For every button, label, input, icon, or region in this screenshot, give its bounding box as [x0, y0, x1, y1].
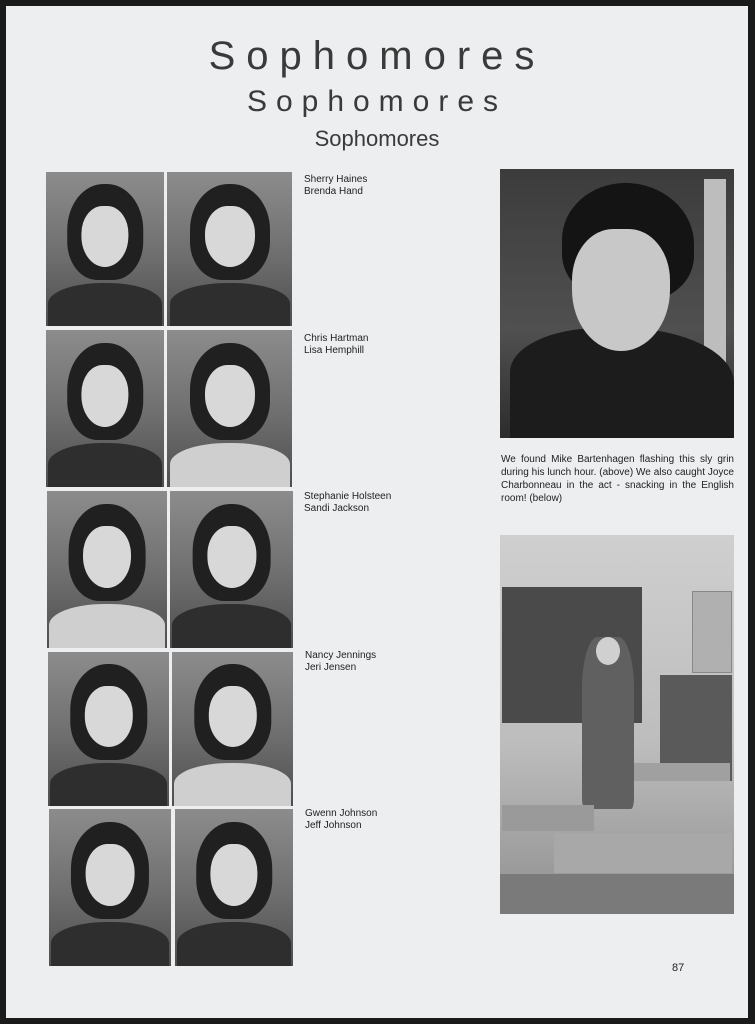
portrait-photo	[175, 809, 293, 966]
page-number: 87	[672, 962, 685, 974]
portrait-photo	[49, 809, 171, 966]
portrait-photo	[48, 652, 169, 806]
student-name: Sandi Jackson	[304, 503, 370, 514]
portrait-names-row-5	[305, 808, 377, 832]
page-title-medium: Sophomores	[246, 85, 508, 118]
student-name: Nancy Jennings	[305, 650, 377, 661]
student-name: Brenda Hand	[304, 186, 363, 197]
student-name: Sherry Haines	[304, 174, 368, 185]
portrait-names-row-2	[304, 333, 368, 357]
student-name: Stephanie Holsteen	[304, 491, 392, 502]
photo-caption: We found Mike Bartenhagen flashing this sly grin during his lunch hour. (above) We also caught Joyce Charbonneau in the act - snacking in the English room! (below)	[501, 454, 734, 504]
student-name: Gwenn Johnson	[305, 808, 378, 819]
yearbook-page	[6, 6, 748, 1018]
student-name: Chris Hartman	[304, 333, 369, 344]
page-title-large: Sophomores	[208, 34, 546, 78]
student-name: Lisa Hemphill	[304, 345, 365, 356]
portrait-photo	[167, 330, 292, 487]
portrait-names-row-3	[304, 491, 391, 515]
portrait-photo	[47, 491, 167, 648]
portrait-photo	[172, 652, 293, 806]
candid-photo-classroom	[500, 535, 734, 914]
page-title-small: Sophomores	[314, 126, 440, 151]
portrait-names-row-4	[305, 650, 376, 674]
portrait-photo	[46, 172, 164, 326]
portrait-photo	[170, 491, 293, 648]
portrait-names-row-1	[304, 174, 367, 198]
student-name: Jeri Jensen	[305, 662, 357, 673]
portrait-photo	[167, 172, 292, 326]
candid-photo-lunch	[500, 169, 734, 438]
portrait-photo	[46, 330, 164, 487]
student-name: Jeff Johnson	[305, 820, 362, 831]
